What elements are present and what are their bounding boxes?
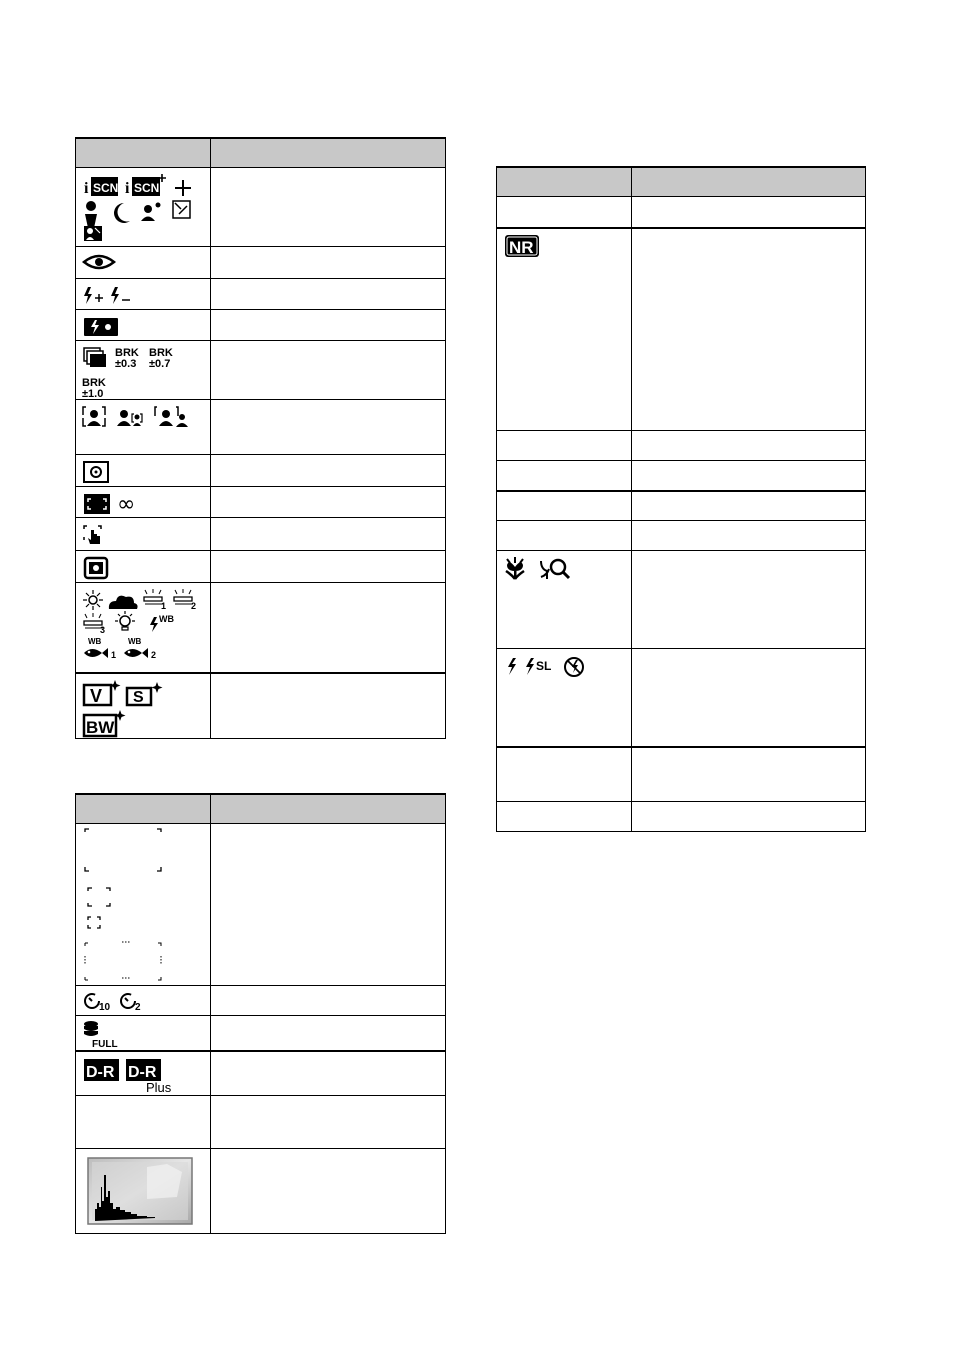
table-row	[497, 461, 866, 491]
svg-text:2: 2	[191, 601, 197, 611]
svg-text:±0.7: ±0.7	[149, 358, 171, 370]
dro-plus-icon	[126, 1059, 172, 1095]
table-row	[76, 341, 446, 400]
night-view-icon	[114, 203, 130, 223]
table-row	[497, 491, 866, 521]
svg-text:3: 3	[100, 625, 106, 635]
wb-fluorescent-3-icon	[84, 613, 105, 635]
table-row	[76, 247, 446, 279]
magnifier-macro-icon	[541, 560, 569, 579]
bracket-0-3-icon	[115, 347, 139, 370]
svg-text:WB: WB	[88, 637, 102, 646]
af-range-frame-wide-icon	[85, 829, 161, 871]
svg-text:S: S	[133, 688, 144, 706]
svg-text:10: 10	[99, 1002, 111, 1013]
table-row	[497, 228, 866, 431]
svg-text:1: 1	[111, 650, 117, 660]
svg-text:i: i	[84, 180, 89, 197]
table-row	[76, 168, 446, 247]
wb-fluorescent-1-icon	[144, 589, 166, 611]
wb-daylight-icon	[83, 590, 103, 610]
wb-fluorescent-2-icon	[174, 589, 196, 611]
histogram-icon	[87, 1157, 195, 1227]
continuous-shooting-icon	[84, 348, 106, 367]
table-row	[497, 802, 866, 832]
table-row	[497, 747, 866, 802]
svg-text:Plus: Plus	[146, 1079, 172, 1095]
infinity-icon: ∞	[117, 492, 136, 517]
touch-focus-icon	[82, 524, 112, 548]
icon-table-c	[496, 166, 866, 832]
face-adult-icon	[155, 407, 188, 427]
svg-text:i: i	[125, 180, 130, 197]
spot-metering-icon	[82, 461, 112, 483]
icon-table-b	[75, 793, 446, 1234]
table-row	[497, 521, 866, 551]
table-header	[76, 794, 446, 824]
svg-text:D-R: D-R	[128, 1063, 157, 1081]
af-frame-icon	[84, 494, 110, 514]
svg-text:BRK: BRK	[115, 347, 139, 359]
table-row	[76, 279, 446, 310]
night-portrait-icon	[85, 201, 97, 228]
macro-icon	[506, 557, 524, 579]
svg-text:BW: BW	[86, 717, 115, 737]
portrait-backlight-icon	[84, 226, 102, 241]
af-range-frame-small-icon	[88, 917, 100, 928]
bw-color-icon	[84, 710, 126, 737]
slow-sync-icon	[526, 658, 551, 675]
image-stabilizer-icon	[82, 557, 112, 581]
svg-text:FULL: FULL	[92, 1039, 118, 1050]
table-row	[497, 197, 866, 228]
table-row	[76, 518, 446, 551]
red-eye-reduction-icon	[82, 253, 122, 273]
wb-incandescent-icon	[115, 611, 135, 630]
af-range-frame-dotted-icon	[85, 942, 161, 980]
vivid-color-icon	[84, 680, 121, 706]
flash-minus-icon	[111, 287, 130, 304]
backlight-icon	[173, 201, 190, 218]
svg-text:2: 2	[135, 1002, 141, 1013]
table-row	[76, 673, 446, 739]
svg-text:WB: WB	[159, 614, 174, 624]
backlight-portrait-icon	[141, 203, 161, 222]
i-scn-plus-icon	[125, 174, 166, 197]
table-row	[497, 551, 866, 649]
table-row	[76, 1051, 446, 1096]
bracket-0-7-icon	[149, 347, 173, 370]
wb-underwater-2-icon	[124, 637, 156, 660]
table-header	[497, 167, 866, 197]
svg-text:BRK: BRK	[149, 347, 173, 359]
scene-icons	[82, 174, 202, 244]
svg-text:SCN: SCN	[93, 181, 119, 195]
wb-cloudy-icon	[109, 596, 138, 609]
i-scn-icon	[84, 177, 118, 197]
table-row	[76, 487, 446, 518]
flash-auto-icon	[508, 658, 516, 675]
flash-off-icon	[565, 658, 583, 676]
svg-text:WB: WB	[128, 637, 142, 646]
bracket-1-0-icon	[82, 377, 106, 400]
self-timer-2-icon	[121, 994, 141, 1013]
table-row	[76, 310, 446, 341]
table-row	[76, 1095, 446, 1148]
svg-text:2: 2	[151, 650, 157, 660]
table-row	[76, 551, 446, 583]
table-row	[76, 455, 446, 487]
face-detection-icon	[83, 407, 105, 426]
svg-text:±1.0: ±1.0	[82, 388, 104, 400]
svg-text:NR: NR	[509, 237, 534, 257]
table-row	[76, 1016, 446, 1051]
table-row	[76, 824, 446, 986]
svg-text:SCN: SCN	[134, 181, 160, 195]
svg-text:SL: SL	[536, 659, 552, 673]
icon-table-a	[75, 137, 446, 739]
table-header	[76, 138, 446, 168]
af-range-frame-center-icon	[88, 888, 110, 906]
table-row	[76, 1148, 446, 1233]
table-row	[76, 986, 446, 1016]
svg-text:V: V	[90, 685, 103, 706]
svg-text:BRK: BRK	[82, 377, 106, 389]
svg-text:1: 1	[161, 601, 167, 611]
table-row	[497, 431, 866, 461]
svg-text:±0.3: ±0.3	[115, 358, 137, 370]
wb-underwater-1-icon	[84, 637, 116, 660]
flash-plus-icon	[84, 287, 103, 304]
dro-standard-icon	[84, 1059, 119, 1081]
wb-flash-icon	[150, 614, 174, 632]
table-row	[497, 649, 866, 747]
table-row	[76, 400, 446, 455]
noise-reduction-icon	[503, 234, 543, 260]
database-full-icon	[82, 1020, 132, 1048]
self-timer-10-icon	[85, 994, 111, 1013]
plus-icon	[175, 180, 191, 196]
table-row[interactable]	[76, 583, 446, 673]
sepia-color-icon	[127, 682, 163, 706]
face-child-icon	[117, 410, 142, 426]
svg-text:D-R: D-R	[86, 1063, 115, 1081]
flash-bullet-icon	[82, 316, 122, 338]
